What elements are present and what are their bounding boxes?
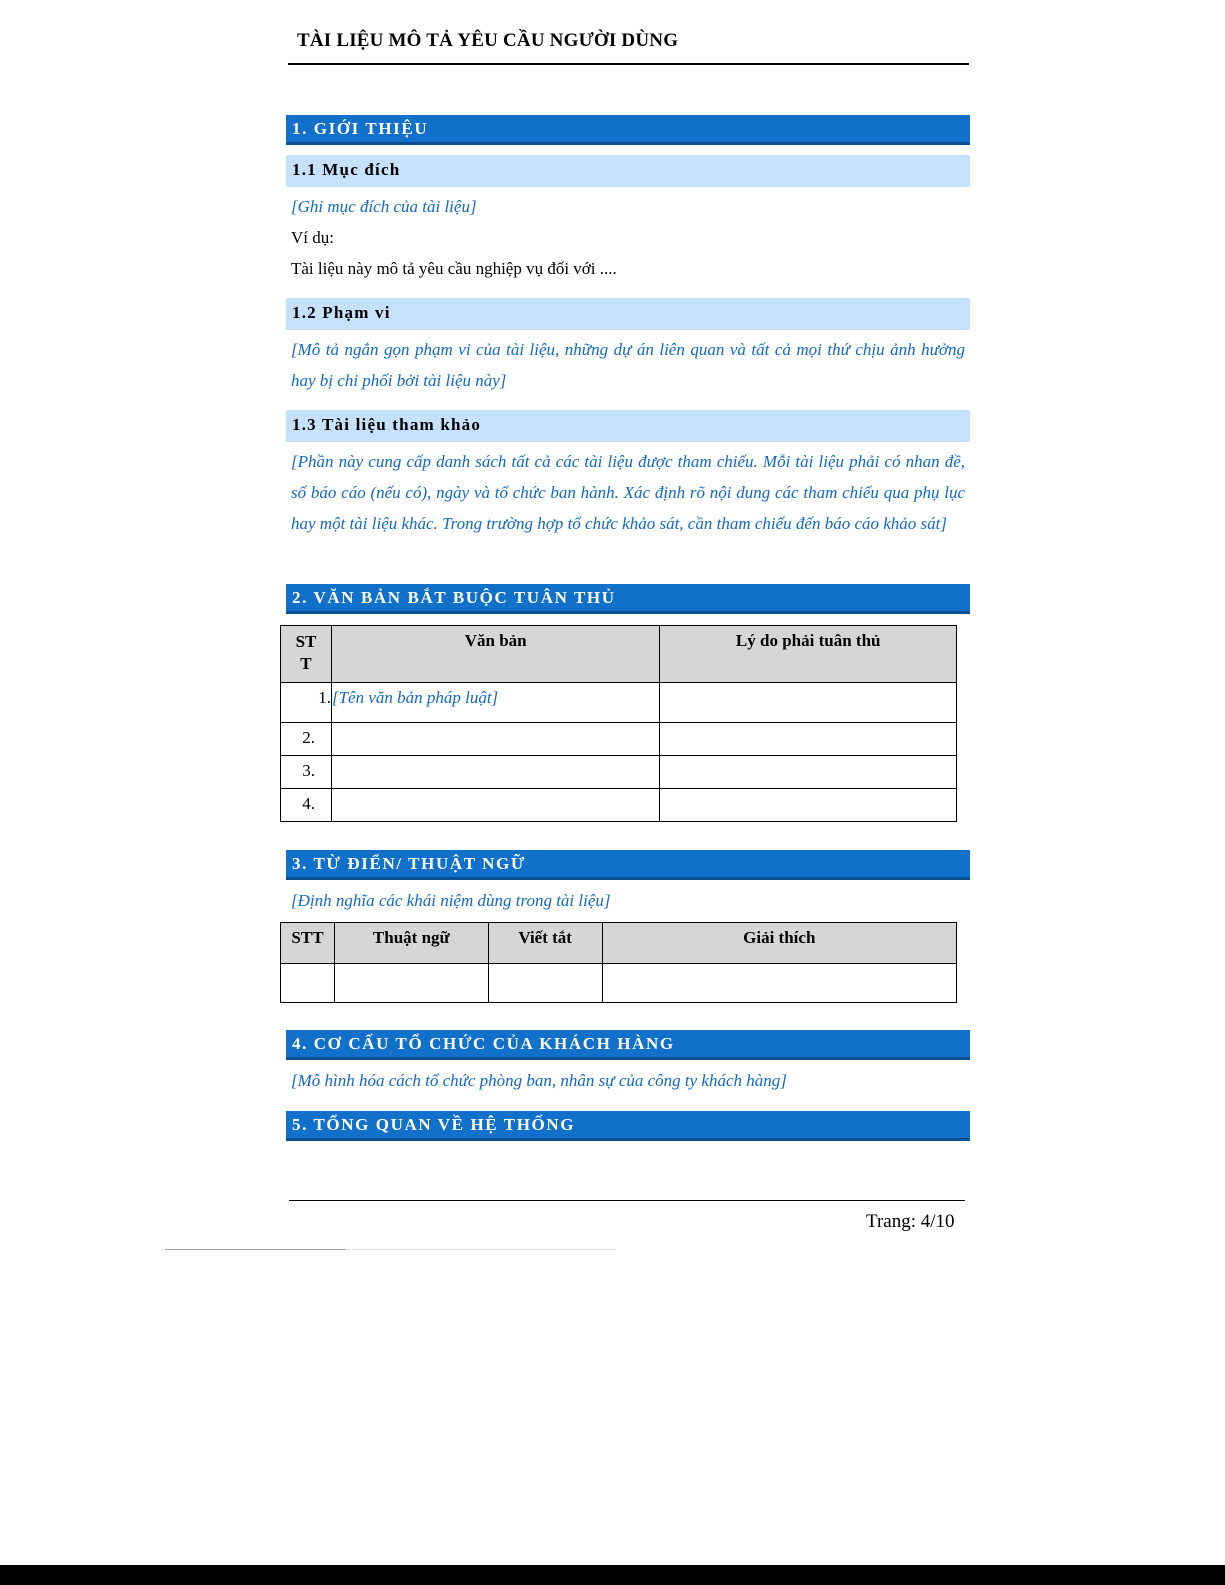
document-header-title: TÀI LIỆU MÔ TẢ YÊU CẦU NGƯỜI DÙNG [297, 30, 679, 51]
section-1-3-heading: 1.3 Tài liệu tham khảo [286, 410, 970, 442]
abbreviation-cell [488, 964, 602, 1003]
document-cell [331, 756, 659, 789]
purpose-placeholder: [Ghi mục đích của tài liệu] [291, 197, 477, 216]
scan-artifact-line [165, 1249, 345, 1250]
section-3-heading: 3. TỪ ĐIỂN/ THUẬT NGỮ [286, 850, 970, 880]
stt-cell [281, 964, 335, 1003]
column-header-term: Thuật ngữ [334, 923, 488, 964]
footer-divider [289, 1200, 965, 1201]
section-2-heading: 2. VĂN BẢN BẮT BUỘC TUÂN THỦ [286, 584, 970, 614]
table-header-row [281, 923, 957, 964]
table-row [281, 756, 957, 789]
section-1-heading: 1. GIỚI THIỆU [286, 115, 970, 145]
page-number: Trang: 4/10 [866, 1211, 955, 1232]
mandatory-documents-table [280, 625, 957, 822]
org-structure-placeholder: [Mô hình hóa cách tổ chức phòng ban, nhân sự của công ty khách hàng] [291, 1071, 787, 1090]
document-cell [331, 723, 659, 756]
row-number: 2. [281, 723, 332, 756]
column-header-stt: STT [281, 923, 335, 964]
column-header-stt: ST T [281, 626, 332, 683]
table-row [281, 723, 957, 756]
column-header-abbreviation: Viết tắt [488, 923, 602, 964]
document-cell: [Tên văn bản pháp luật] [331, 683, 659, 723]
glossary-table [280, 922, 957, 1003]
scan-artifact-dots [345, 1249, 615, 1251]
section-4-heading: 4. CƠ CẤU TỔ CHỨC CỦA KHÁCH HÀNG [286, 1030, 970, 1060]
column-header-document: Văn bản [331, 626, 659, 683]
column-header-reason: Lý do phải tuân thủ [660, 626, 957, 683]
row-number: 4. [281, 789, 332, 822]
example-label: Ví dụ: [291, 228, 334, 247]
table-row [281, 789, 957, 822]
section-5-heading: 5. TỔNG QUAN VỀ HỆ THỐNG [286, 1111, 970, 1141]
bottom-edge-bar [0, 1565, 1225, 1585]
references-placeholder: [Phần này cung cấp danh sách tất cả các tài liệu được tham chiếu. Mỗi tài liệu phải có nhan đề, số báo cáo (nếu có), ngày và tổ chức ban hành. Xác định rõ nội dung các tham chiếu qua phụ lục hay một tài liệu khác. Trong trường hợp tổ chức khảo sát, cần tham chiếu đến báo cáo khảo sát] [291, 452, 965, 533]
header-divider [288, 63, 969, 65]
table-row [281, 683, 957, 723]
reason-cell [660, 683, 957, 723]
description-cell [602, 964, 956, 1003]
section-1-1-heading: 1.1 Mục đích [286, 155, 970, 187]
table-header-row [281, 626, 957, 683]
row-number: 3. [281, 756, 332, 789]
document-cell [331, 789, 659, 822]
reason-cell [660, 723, 957, 756]
table-row [281, 964, 957, 1003]
reason-cell [660, 756, 957, 789]
column-header-description: Giải thích [602, 923, 956, 964]
section-1-2-heading: 1.2 Phạm vi [286, 298, 970, 330]
term-cell [334, 964, 488, 1003]
reason-cell [660, 789, 957, 822]
example-text: Tài liệu này mô tả yêu cầu nghiệp vụ đối với .... [291, 259, 617, 278]
glossary-placeholder: [Định nghĩa các khái niệm dùng trong tài liệu] [291, 891, 611, 910]
scope-placeholder: [Mô tả ngắn gọn phạm vi của tài liệu, những dự án liên quan và tất cả mọi thứ chịu ảnh hưởng hay bị chi phối bởi tài liệu này] [291, 340, 965, 390]
row-number: 1. [281, 683, 332, 723]
